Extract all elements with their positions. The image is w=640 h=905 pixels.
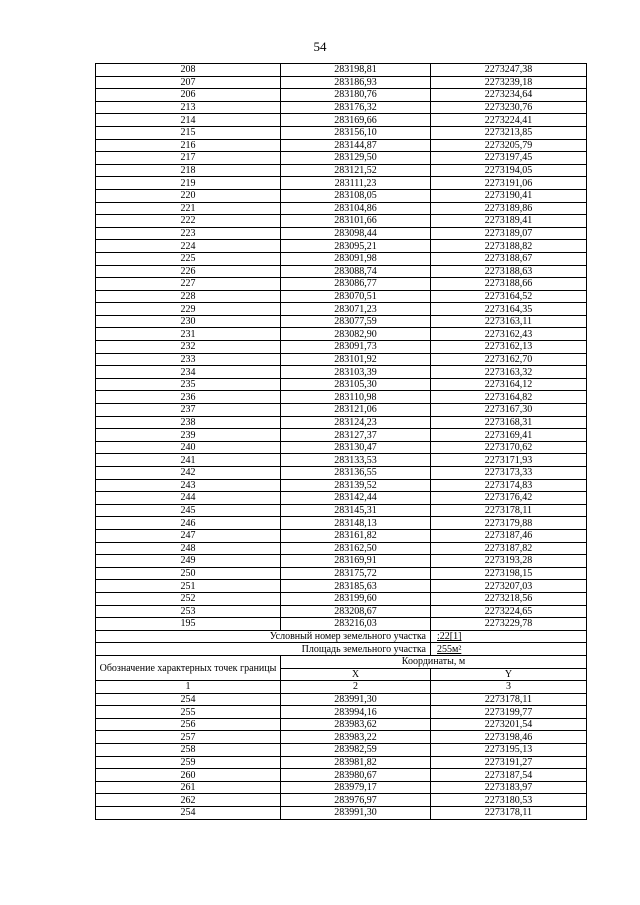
table-row [96, 781, 587, 794]
coord-x: 283148,13 [281, 517, 431, 530]
point-number: 251 [96, 580, 281, 593]
coord-x: 283198,81 [281, 64, 431, 77]
coord-y: 2273162,43 [431, 328, 587, 341]
coord-x: 283980,67 [281, 769, 431, 782]
point-number: 262 [96, 794, 281, 807]
coord-x: 283156,10 [281, 126, 431, 139]
coord-x: 283991,30 [281, 693, 431, 706]
table-row [96, 64, 587, 77]
coord-y: 2273205,79 [431, 139, 587, 152]
coord-x: 283162,50 [281, 542, 431, 555]
point-number: 195 [96, 618, 281, 631]
coord-y: 2273164,12 [431, 378, 587, 391]
coord-y: 2273173,33 [431, 467, 587, 480]
point-number: 246 [96, 517, 281, 530]
table-row [96, 391, 587, 404]
table-row [96, 252, 587, 265]
coord-x: 283983,62 [281, 718, 431, 731]
coord-y: 2273191,27 [431, 756, 587, 769]
coord-x: 283136,55 [281, 467, 431, 480]
coord-y: 2273201,54 [431, 718, 587, 731]
point-number: 228 [96, 290, 281, 303]
coord-y: 2273176,42 [431, 492, 587, 505]
table-row [96, 76, 587, 89]
coord-y: 2273187,46 [431, 529, 587, 542]
table-row [96, 265, 587, 278]
parcel-area-value [431, 643, 587, 656]
table-row [96, 492, 587, 505]
point-number: 260 [96, 769, 281, 782]
coord-x: 283208,67 [281, 605, 431, 618]
coord-x: 283981,82 [281, 756, 431, 769]
coord-y: 2273171,93 [431, 454, 587, 467]
point-number: 259 [96, 756, 281, 769]
table-row [96, 756, 587, 769]
coord-x: 283979,17 [281, 781, 431, 794]
coord-y: 2273164,52 [431, 290, 587, 303]
table-row [96, 744, 587, 757]
coord-x: 283104,86 [281, 202, 431, 215]
point-number: 229 [96, 303, 281, 316]
table-row [96, 177, 587, 190]
point-number: 238 [96, 416, 281, 429]
table-row [96, 693, 587, 706]
coord-x: 283111,23 [281, 177, 431, 190]
point-number: 208 [96, 64, 281, 77]
coord-x: 283144,87 [281, 139, 431, 152]
point-number: 244 [96, 492, 281, 505]
point-number: 213 [96, 101, 281, 114]
coord-y: 2273207,03 [431, 580, 587, 593]
coord-y: 2273247,38 [431, 64, 587, 77]
table-row [96, 366, 587, 379]
table-row [96, 504, 587, 517]
table-row [96, 731, 587, 744]
table-row [96, 126, 587, 139]
point-number: 239 [96, 429, 281, 442]
coord-y: 2273199,77 [431, 706, 587, 719]
table-row [96, 278, 587, 291]
point-number: 224 [96, 240, 281, 253]
table-row [96, 529, 587, 542]
coord-x: 283070,51 [281, 290, 431, 303]
header-y: Y [431, 668, 587, 681]
table-row [96, 164, 587, 177]
point-number: 230 [96, 315, 281, 328]
table-row [96, 378, 587, 391]
coord-y: 2273218,56 [431, 592, 587, 605]
point-number: 261 [96, 781, 281, 794]
table-row [96, 152, 587, 165]
table-row [96, 404, 587, 417]
table-row [96, 341, 587, 354]
coord-x: 283175,72 [281, 567, 431, 580]
point-number: 258 [96, 744, 281, 757]
coord-x: 283145,31 [281, 504, 431, 517]
coord-x: 283976,97 [281, 794, 431, 807]
coord-x: 283105,30 [281, 378, 431, 391]
coord-x: 283994,16 [281, 706, 431, 719]
coord-x: 283130,47 [281, 441, 431, 454]
coord-y: 2273187,54 [431, 769, 587, 782]
coord-x: 283169,91 [281, 555, 431, 568]
coord-x: 283098,44 [281, 227, 431, 240]
table-row [96, 215, 587, 228]
coord-x: 283121,52 [281, 164, 431, 177]
table-row [96, 202, 587, 215]
point-number: 249 [96, 555, 281, 568]
parcel-number-value [431, 630, 587, 643]
point-number: 226 [96, 265, 281, 278]
coord-x: 283185,63 [281, 580, 431, 593]
coord-y: 2273193,28 [431, 555, 587, 568]
coord-y: 2273191,06 [431, 177, 587, 190]
coord-x: 283101,92 [281, 353, 431, 366]
table-row [96, 315, 587, 328]
coord-y: 2273224,41 [431, 114, 587, 127]
coord-y: 2273229,78 [431, 618, 587, 631]
table-row [96, 618, 587, 631]
point-number: 250 [96, 567, 281, 580]
coord-y: 2273162,13 [431, 341, 587, 354]
point-number: 232 [96, 341, 281, 354]
coord-y: 2273198,46 [431, 731, 587, 744]
coord-x: 283186,93 [281, 76, 431, 89]
table2-header [96, 655, 587, 693]
table-row [96, 467, 587, 480]
table-row [96, 807, 587, 820]
point-number: 216 [96, 139, 281, 152]
point-number: 217 [96, 152, 281, 165]
table-row [96, 517, 587, 530]
coord-y: 2273213,85 [431, 126, 587, 139]
point-number: 252 [96, 592, 281, 605]
col-num-1: 1 [96, 681, 281, 694]
coord-x: 283082,90 [281, 328, 431, 341]
coord-x: 283095,21 [281, 240, 431, 253]
coord-x: 283991,30 [281, 807, 431, 820]
table-row [96, 454, 587, 467]
coord-x: 283071,23 [281, 303, 431, 316]
table-row [96, 580, 587, 593]
coord-x: 283133,53 [281, 454, 431, 467]
parcel-area-label: Площадь земельного участка [96, 643, 431, 656]
point-number: 241 [96, 454, 281, 467]
table-row [96, 479, 587, 492]
coord-x: 283199,60 [281, 592, 431, 605]
coord-y: 2273167,30 [431, 404, 587, 417]
table2-header-row-1 [96, 655, 587, 668]
parcel-area-text: 255м² [437, 643, 462, 655]
coord-y: 2273224,65 [431, 605, 587, 618]
table-row [96, 189, 587, 202]
coord-y: 2273163,32 [431, 366, 587, 379]
table-row [96, 139, 587, 152]
coord-y: 2273190,41 [431, 189, 587, 202]
point-number: 206 [96, 89, 281, 102]
table-row [96, 592, 587, 605]
point-number: 253 [96, 605, 281, 618]
table-row [96, 328, 587, 341]
table-row [96, 353, 587, 366]
coord-x: 283216,03 [281, 618, 431, 631]
table-row [96, 290, 587, 303]
coord-y: 2273187,82 [431, 542, 587, 555]
table-row [96, 542, 587, 555]
coord-y: 2273189,86 [431, 202, 587, 215]
coord-x: 283176,32 [281, 101, 431, 114]
table-row [96, 769, 587, 782]
table2-column-numbers [96, 681, 587, 694]
table-row [96, 101, 587, 114]
table-row [96, 718, 587, 731]
coord-x: 283091,73 [281, 341, 431, 354]
point-number: 220 [96, 189, 281, 202]
coord-y: 2273183,97 [431, 781, 587, 794]
point-number: 247 [96, 529, 281, 542]
table-row [96, 555, 587, 568]
coord-x: 283139,52 [281, 479, 431, 492]
point-number: 237 [96, 404, 281, 417]
point-number: 240 [96, 441, 281, 454]
table-row [96, 416, 587, 429]
coord-x: 283124,23 [281, 416, 431, 429]
point-number: 233 [96, 353, 281, 366]
coord-y: 2273189,07 [431, 227, 587, 240]
parcel-number-label: Условный номер земельного участка [96, 630, 431, 643]
point-number: 254 [96, 807, 281, 820]
col-num-2: 2 [281, 681, 431, 694]
point-number: 223 [96, 227, 281, 240]
header-x: X [281, 668, 431, 681]
coord-y: 2273194,05 [431, 164, 587, 177]
coord-x: 283983,22 [281, 731, 431, 744]
coord-x: 283110,98 [281, 391, 431, 404]
table-row [96, 441, 587, 454]
coord-y: 2273178,11 [431, 807, 587, 820]
coord-y: 2273178,11 [431, 504, 587, 517]
table-row [96, 567, 587, 580]
parcel-info [96, 630, 587, 655]
coord-y: 2273197,45 [431, 152, 587, 165]
point-number: 254 [96, 693, 281, 706]
coord-x: 283169,66 [281, 114, 431, 127]
point-number: 235 [96, 378, 281, 391]
table-row [96, 227, 587, 240]
coord-y: 2273163,11 [431, 315, 587, 328]
point-number: 236 [96, 391, 281, 404]
coord-y: 2273188,82 [431, 240, 587, 253]
coord-y: 2273239,18 [431, 76, 587, 89]
point-number: 207 [96, 76, 281, 89]
table-row [96, 706, 587, 719]
point-number: 222 [96, 215, 281, 228]
point-number: 221 [96, 202, 281, 215]
table2-body [96, 693, 587, 819]
coord-y: 2273170,62 [431, 441, 587, 454]
parcel-number-text: :22[1] [437, 631, 462, 643]
coord-y: 2273179,88 [431, 517, 587, 530]
table-row [96, 114, 587, 127]
coord-x: 283127,37 [281, 429, 431, 442]
coord-x: 283142,44 [281, 492, 431, 505]
table-row [96, 240, 587, 253]
table-row [96, 89, 587, 102]
point-number: 225 [96, 252, 281, 265]
coord-y: 2273169,41 [431, 429, 587, 442]
coord-y: 2273168,31 [431, 416, 587, 429]
point-number: 242 [96, 467, 281, 480]
coord-y: 2273230,76 [431, 101, 587, 114]
parcel-area-row [96, 643, 587, 656]
table-row [96, 303, 587, 316]
point-number: 227 [96, 278, 281, 291]
coord-y: 2273162,70 [431, 353, 587, 366]
table-row [96, 605, 587, 618]
point-number: 256 [96, 718, 281, 731]
coord-y: 2273189,41 [431, 215, 587, 228]
coord-x: 283086,77 [281, 278, 431, 291]
point-number: 248 [96, 542, 281, 555]
coord-y: 2273188,67 [431, 252, 587, 265]
coord-y: 2273178,11 [431, 693, 587, 706]
coord-y: 2273188,66 [431, 278, 587, 291]
point-number: 257 [96, 731, 281, 744]
coord-x: 283077,59 [281, 315, 431, 328]
coord-y: 2273195,13 [431, 744, 587, 757]
page-number: 54 [313, 39, 327, 54]
coord-x: 283108,05 [281, 189, 431, 202]
point-number: 214 [96, 114, 281, 127]
coord-x: 283161,82 [281, 529, 431, 542]
coord-y: 2273188,63 [431, 265, 587, 278]
coord-y: 2273180,53 [431, 794, 587, 807]
coord-y: 2273164,82 [431, 391, 587, 404]
coord-x: 283129,50 [281, 152, 431, 165]
parcel-number-row [96, 630, 587, 643]
point-number: 255 [96, 706, 281, 719]
coord-x: 283101,66 [281, 215, 431, 228]
point-number: 231 [96, 328, 281, 341]
coord-x: 283088,74 [281, 265, 431, 278]
coord-x: 283091,98 [281, 252, 431, 265]
table-row [96, 794, 587, 807]
coord-y: 2273234,64 [431, 89, 587, 102]
coord-x: 283121,06 [281, 404, 431, 417]
point-number: 234 [96, 366, 281, 379]
coord-x: 283982,59 [281, 744, 431, 757]
point-number: 219 [96, 177, 281, 190]
coord-y: 2273174,83 [431, 479, 587, 492]
coordinates-table-body [96, 64, 587, 631]
coord-x: 283180,76 [281, 89, 431, 102]
coord-y: 2273198,15 [431, 567, 587, 580]
table-row [96, 429, 587, 442]
point-number: 243 [96, 479, 281, 492]
point-number: 215 [96, 126, 281, 139]
header-coords: Координаты, м [281, 655, 587, 668]
coord-x: 283103,39 [281, 366, 431, 379]
point-number: 245 [96, 504, 281, 517]
coordinates-table [95, 63, 587, 820]
point-number: 218 [96, 164, 281, 177]
coord-y: 2273164,35 [431, 303, 587, 316]
header-points: Обозначение характерных точек границы [96, 655, 281, 680]
col-num-3: 3 [431, 681, 587, 694]
